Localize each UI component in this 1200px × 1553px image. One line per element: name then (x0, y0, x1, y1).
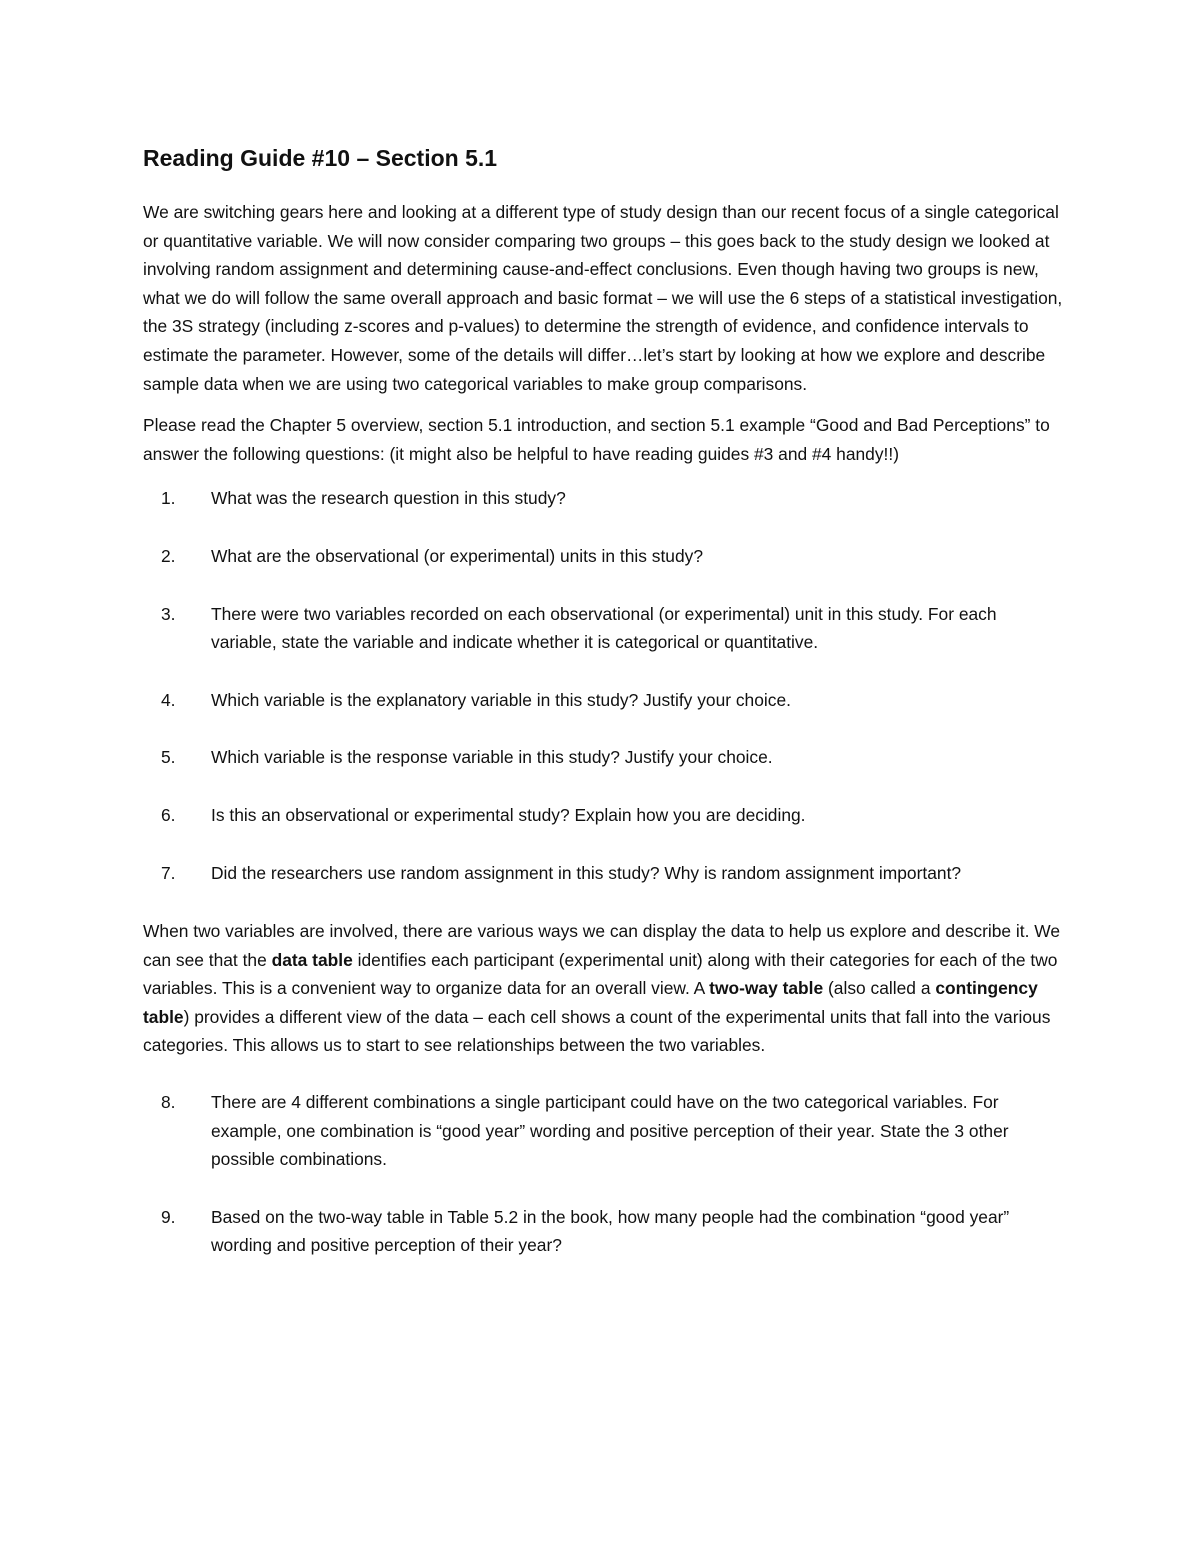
question-item: 2. What are the observational (or experimental) units in this study? (161, 545, 704, 566)
question-item: 7. Did the researchers use random assignment in this study? Why is random assignment important? (161, 862, 962, 883)
explanation-paragraph: When two variables are involved, there are various ways we can display the data to help us explore and describe it. We can see that the data table identifies each participant (experimental unit) along with their categories for each of the two variables. This is a convenient way to organize data for an overall view. A two-way table (also called a contingency table) provides a different view of the data – each cell shows a count of the experimental units that fall into the various categories. This allows us to start to see relationships between the two variables. (143, 921, 1061, 1056)
page-title: Reading Guide #10 – Section 5.1 (143, 145, 498, 171)
question-item: 4. Which variable is the explanatory variable in this study? Justify your choice. (161, 689, 791, 710)
question-item: 5. Which variable is the response variable in this study? Justify your choice. (161, 747, 773, 768)
term-data-table: data table (271, 949, 353, 970)
intro-paragraph: We are switching gears here and looking at a different type of study design than our recent focus of a single categorical or quantitative variable. We will now consider comparing two groups – this goes back to the study design we looked at involving random assignment and determining cause-and-effect conclusions. Even though having two groups is new, what we do will follow the same overall approach and basic format – we will use the 6 steps of a statistical investigation, the 3S strategy (including z-scores and p-values) to determine the strength of evidence, and confidence intervals to estimate the parameter. However, some of the details will differ…let’s start by looking at how we explore and describe sample data when we are using two categorical variables to make group comparisons. (143, 202, 1063, 394)
question-item: 3. There were two variables recorded on each observational (or experimental) unit in this study. For each variable, state the variable and indicate whether it is categorical or quantitative. (161, 603, 997, 653)
question-item: 1. What was the research question in this study? (161, 488, 566, 509)
question-item: 8. There are 4 different combinations a single participant could have on the two categorical variables. For example, one combination is “good year” wording and positive perception of their year. State the 3 other possible combinations. (161, 1092, 1009, 1170)
question-list-b (143, 1088, 1063, 1260)
term-contingency-table: contingency table (143, 978, 1038, 1027)
term-two-way-table: two-way table (709, 978, 824, 999)
instructions-paragraph: Please read the Chapter 5 overview, section 5.1 introduction, and section 5.1 example “Good and Bad Perceptions” to answer the following questions: (it might also be helpful to have reading guides #3 and #4 handy!!) (143, 415, 1050, 464)
question-item: 9. Based on the two-way table in Table 5.2 in the book, how many people had the combination “good year” wording and positive perception of their year? (161, 1206, 1010, 1256)
question-list-a (143, 484, 1063, 887)
question-item: 6. Is this an observational or experimental study? Explain how you are deciding. (161, 804, 806, 825)
document-page (143, 140, 1063, 1290)
